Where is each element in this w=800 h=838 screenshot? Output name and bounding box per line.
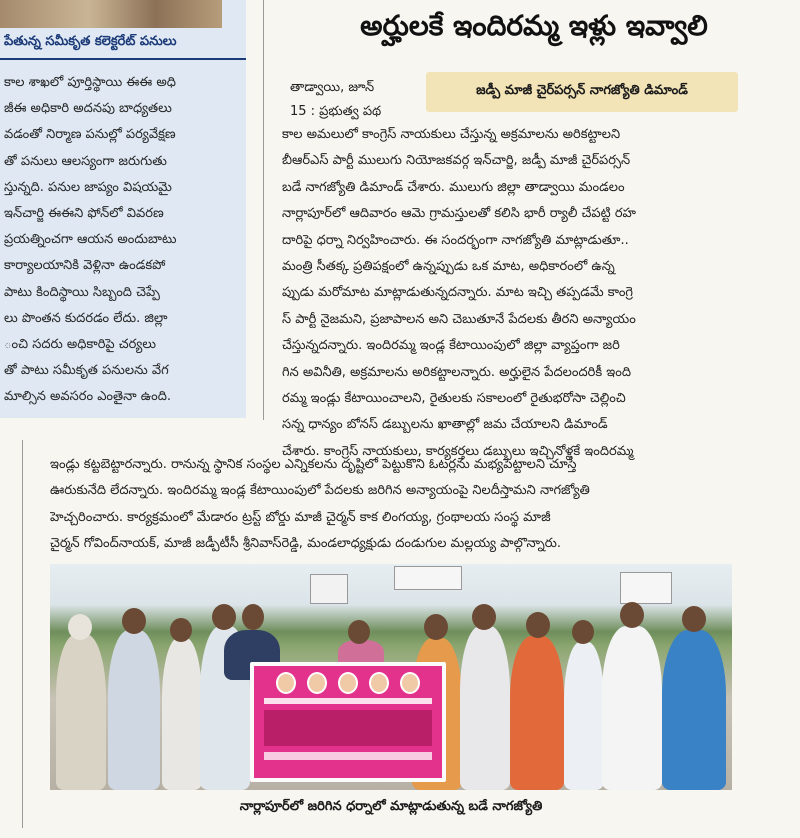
placard	[310, 574, 348, 604]
left-column-line: జీఈ అధికారి అదనపు బాధ్యతలు	[4, 101, 172, 117]
protest-photo	[50, 564, 732, 790]
portrait-icon	[276, 672, 296, 694]
portrait-icon	[369, 672, 389, 694]
left-column-line: ంచి సదరు అధికారిపై చర్యలు	[4, 336, 157, 352]
placard	[394, 566, 462, 590]
banner-text-band	[264, 698, 432, 704]
banner-text-band	[264, 752, 432, 760]
protester-head	[348, 620, 370, 644]
body-line: ప్పుడు మరోమాట మాట్లాడుతున్నదన్నారు. మాట ఇచ్చి తప్పడమే కాంగ్రె	[282, 285, 634, 301]
body-line: నార్లాపూర్‌లో ఆదివారం ఆమె గ్రామస్తులతో కలిసి భారీ ర్యాలీ చేపట్టి రహ	[282, 206, 636, 222]
left-column-line: తో పాటు సమీకృత పనులను వేగ	[4, 363, 169, 379]
protester-figure	[56, 634, 106, 790]
body-line: చేస్తున్నదన్నారు. ఇందిరమ్మ ఇండ్ల కేటాయింపులో జిల్లా వ్యాప్తంగా జరి	[282, 338, 620, 354]
banner-portraits	[276, 672, 420, 692]
body-line: సన్న ధాన్యం బోనస్ డబ్బులను ఖాతాల్లో జమ చేయాలని డిమాండ్	[282, 417, 608, 433]
body-line: బడే నాగజ్యోతి డిమాండ్ చేశారు. ములుగు జిల్లా తాడ్వాయి మండలం	[282, 179, 625, 195]
left-column-divider	[0, 58, 246, 60]
left-column-line: ప్రయత్నించగా ఆయన అందుబాటు	[4, 232, 177, 248]
protester-head	[472, 604, 496, 630]
body-line: దారిపై ధర్నా నిర్వహించారు. ఈ సందర్భంగా నాగజ్యోతి మాట్లాడుతూ..	[282, 232, 629, 248]
article-dateline	[290, 76, 416, 124]
protest-banner	[250, 662, 446, 782]
article-body-lower	[50, 452, 790, 558]
protester-head	[242, 604, 264, 630]
left-column-line: వడంతో నిర్మాణ పనుల్లో పర్యవేక్షణ	[4, 127, 176, 143]
protester-figure	[460, 626, 510, 790]
body-line: కాల అమలులో కాంగ్రెస్ నాయకులు చేస్తున్న అక్రమాలను అరికట్టాలని	[282, 127, 621, 142]
left-column-photo	[0, 0, 222, 28]
protester-figure	[162, 638, 202, 790]
body-line: గిన అవినీతి, అక్రమాలను అరికట్టాలన్నారు. అర్హులైన పేదలందరికీ ఇంది	[282, 364, 632, 380]
article-body-upper	[282, 122, 790, 465]
banner-crowd-image	[264, 710, 432, 746]
placard	[620, 572, 672, 604]
left-column-text	[4, 70, 242, 410]
body-line: రమ్మ ఇండ్లు కేటాయించాలని, రైతులకు సకాలంలో రైతుభరోసా చెల్లించి	[282, 390, 626, 406]
body-line: చైర్మన్ గోవింద్‌నాయక్, మాజీ జడ్పీటీసీ శ్రీనివాస్‌రెడ్డి, మండలాధ్యక్షుడు దండుగుల మల్లయ్య పాల్గొన్నారు.	[50, 536, 562, 552]
left-column-line: తో పనులు ఆలస్యంగా జరుగుతు	[4, 153, 167, 169]
protester-head	[212, 604, 236, 630]
body-line: బీఆర్‌ఎస్ పార్టీ ములుగు నియోజకవర్గ ఇన్‌చార్జి, జడ్పీ మాజీ చైర్‌పర్సన్	[282, 153, 631, 169]
left-column-line: ఇన్‌చార్జి ఈఈని ఫోన్‌లో వివరణ	[4, 205, 164, 221]
left-column-line: కాల శాఖలో పూర్తిస్థాయి ఈఈ అధి	[4, 75, 176, 90]
column-divider	[263, 0, 264, 420]
left-column-line: పాటు కిందిస్థాయి సిబ్బంది చెప్పే	[4, 284, 160, 300]
left-column-line: కార్యాలయానికి వెళ్లినా ఉండకపో	[4, 258, 166, 274]
protester-figure	[602, 626, 662, 790]
body-line: మంత్రి సీతక్క ప్రతిపక్షంలో ఉన్నప్పుడు ఒక మాట, అధికారంలో ఉన్న	[282, 258, 615, 274]
lower-column-divider	[22, 440, 23, 828]
protester-figure	[510, 636, 564, 790]
left-column-line: మాల్సిన అవసరం ఎంతైనా ఉంది.	[4, 389, 172, 405]
protester-figure	[108, 630, 160, 790]
body-line: ఇండ్లు కట్టబెట్టారన్నారు. రానున్న స్థానిక సంస్థల ఎన్నికలను దృష్టిలో పెట్టుకొని ఓటర్లను మభ్యపెట్టాలని చూస్తే	[50, 457, 577, 472]
protester-head	[526, 612, 550, 638]
body-line: స్ పార్టీ నైజమని, ప్రజాపాలన అని చెబుతూనే పేదలకు తీరని అన్యాయం	[282, 311, 636, 327]
dateline-line: తాడ్వాయి, జూన్	[290, 80, 375, 95]
dateline-line: 15 : ప్రభుత్వ పథ	[290, 104, 382, 119]
portrait-icon	[338, 672, 358, 694]
left-column-panel	[0, 0, 246, 418]
left-column-line: స్తున్నది. పనుల జాప్యం విషయమై	[4, 179, 172, 195]
body-line: చేశారు. కాంగ్రెస్ నాయకులు, కార్యకర్తలు డబ్బులు ఇచ్చినోళ్లకే ఇందిరమ్మ	[282, 443, 634, 459]
left-column-caption: పేతున్న సమీకృత కలెక్టరేట్ పనులు	[4, 34, 177, 49]
protester-figure	[564, 642, 604, 790]
protester-head	[122, 608, 146, 634]
body-line: ఊరుకునేది లేదన్నారు. ఇందిరమ్మ ఇండ్ల కేటాయింపులో పేదలకు జరిగిన అన్యాయంపై నిలదీస్తామని నాగజ్యోతి	[50, 483, 590, 499]
protester-head	[68, 614, 92, 640]
article-subhead: జడ్పీ మాజీ చైర్‌పర్సన్ నాగజ్యోతి డిమాండ్	[476, 83, 688, 98]
protester-head	[572, 620, 594, 644]
portrait-icon	[307, 672, 327, 694]
body-line: హెచ్చరించారు. కార్యక్రమంలో మేడారం ట్రస్ట్ బోర్డు మాజీ చైర్మన్ కాక లింగయ్య, గ్రంథాలయ సంస్థ మాజీ	[50, 509, 551, 525]
protester-head	[170, 618, 192, 642]
photo-caption: నార్లాపూర్‌లో జరిగిన ధర్నాలో మాట్లాడుతున్న బడే నాగజ్యోతి	[239, 799, 543, 814]
protester-head	[682, 606, 706, 632]
protester-head	[424, 614, 448, 640]
article-subhead-box	[426, 72, 738, 112]
left-column-line: లు పొంతన కుదరడం లేదు. జిల్లా	[4, 310, 168, 326]
protester-head	[620, 602, 644, 628]
article-headline: అర్హులకే ఇందిరమ్మ ఇళ్లు ఇవ్వాలి	[360, 9, 708, 42]
portrait-icon	[400, 672, 420, 694]
protester-figure	[662, 630, 726, 790]
